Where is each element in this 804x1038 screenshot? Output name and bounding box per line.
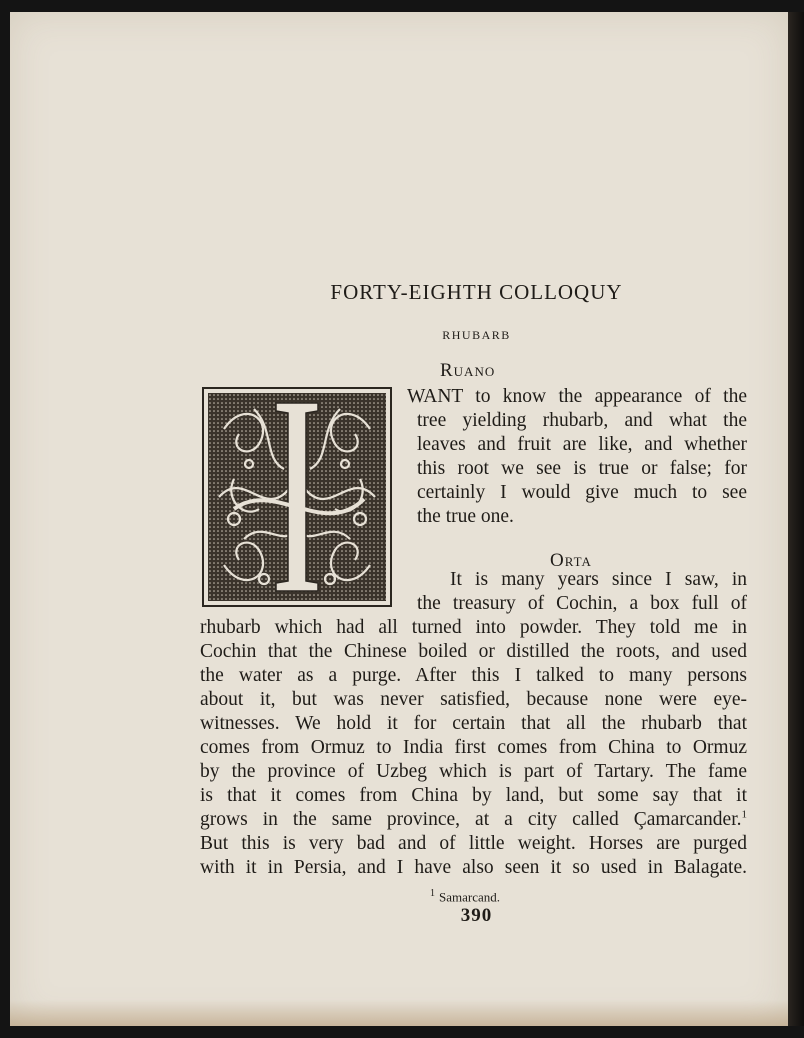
text-line: the water as a purge. After this I talked to many persons — [200, 665, 747, 686]
text-line: with it in Persia, and I have also seen it so used in Balagate. — [200, 857, 747, 878]
chapter-subtitle: RHUBARB — [442, 328, 511, 342]
text-line: about it, but was never satisfied, because none were eye- — [200, 689, 747, 710]
speaker-orta: Orta — [550, 550, 592, 571]
footnote-text: Samarcand. — [439, 889, 501, 905]
text-line: WANT to know the appearance of the — [407, 386, 747, 407]
text-line: comes from Ormuz to India first comes from China to Ormuz — [200, 737, 747, 758]
ornamental-initial-image — [202, 387, 392, 607]
speaker-ruano: Ruano — [440, 360, 496, 381]
book-spine-edge — [788, 12, 804, 1026]
text-line: the true one. — [417, 506, 514, 527]
text-line: witnesses. We hold it for certain that all the rhubarb that — [200, 713, 747, 734]
footnote-reference: 1 — [741, 808, 747, 821]
footnote — [430, 888, 500, 905]
text-line: rhubarb which had all turned into powder. They told me in — [200, 617, 747, 638]
text-line: this root we see is true or false; for — [417, 458, 747, 479]
page-number: 390 — [460, 905, 493, 926]
footnote-number: 1 — [430, 888, 435, 899]
text-line: tree yielding rhubarb, and what the — [417, 410, 747, 431]
text-span: grows in the same province, at a city called Çamarcander. — [200, 809, 742, 830]
text-line: leaves and fruit are like, and whether — [417, 434, 747, 455]
text-line: by the province of Uzbeg which is part of Tartary. The fame — [200, 761, 747, 782]
text-line: But this is very bad and of little weight. Horses are purged — [200, 833, 747, 854]
text-line: It is many years since I saw, in — [450, 569, 747, 590]
book-page — [10, 12, 788, 1026]
text-line-with-footnote — [200, 808, 747, 832]
text-line: certainly I would give much to see — [417, 482, 747, 503]
text-line: Cochin that the Chinese boiled or distilled the roots, and used — [200, 641, 747, 662]
text-line: the treasury of Cochin, a box full of — [417, 593, 747, 614]
text-line: is that it comes from China by land, but some say that it — [200, 785, 747, 806]
chapter-title: FORTY-EIGHTH COLLOQUY — [330, 280, 623, 304]
